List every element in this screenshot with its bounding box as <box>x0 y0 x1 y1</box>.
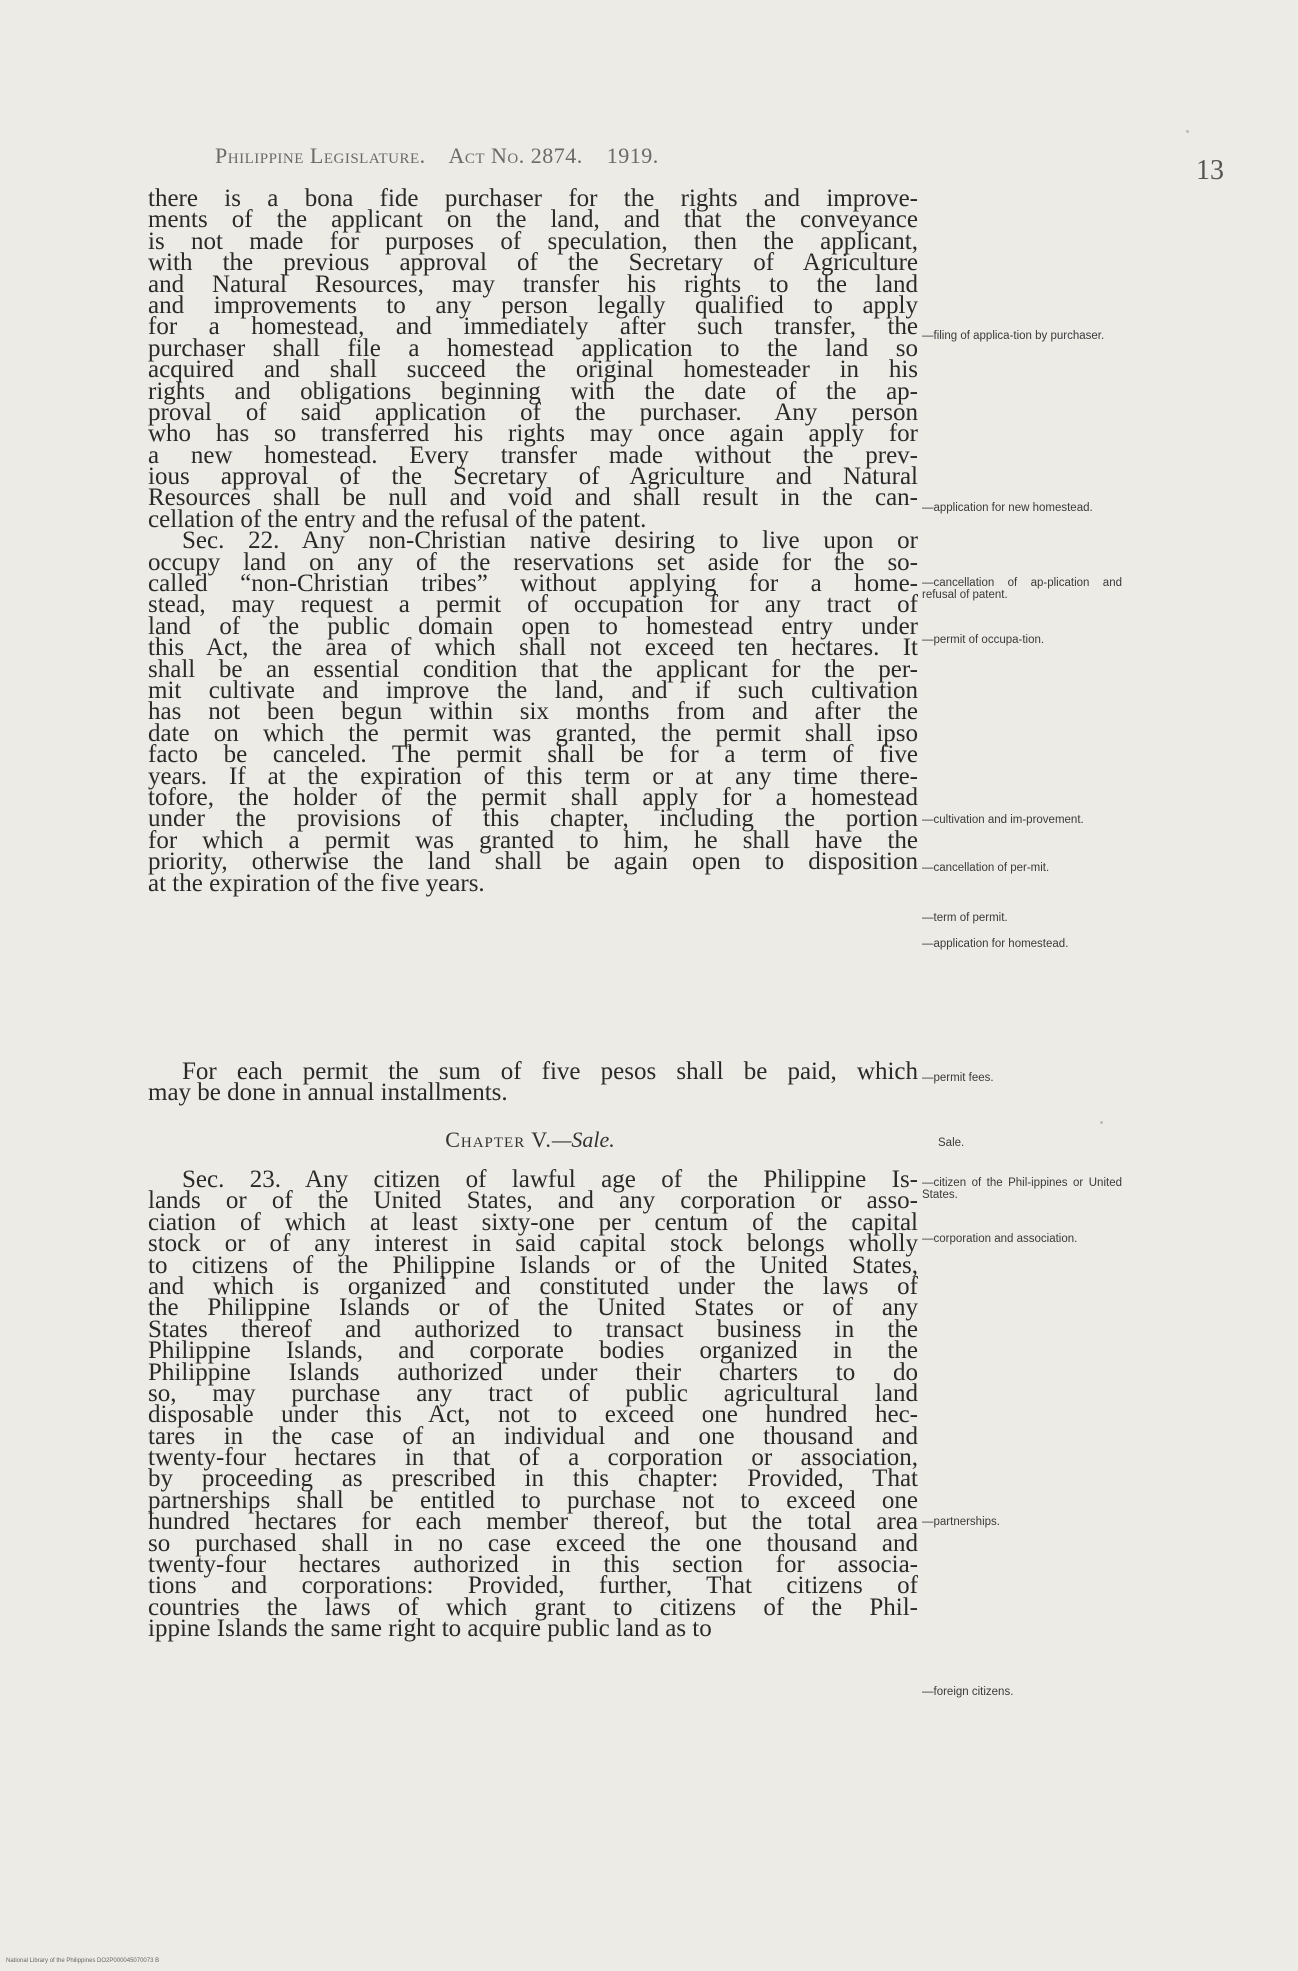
text-line: cellation of the entry and the refusal of the patent. <box>148 505 647 533</box>
text-line: tares in the case of an individual and one thousand and <box>148 1422 918 1450</box>
running-title: Philippine Legislature. <box>215 143 426 168</box>
text-line: to citizens of the Philippine Islands or of the United States, <box>148 1251 918 1279</box>
text-line: purchaser shall file a homestead application to the land so <box>148 334 918 362</box>
text-line: so, may purchase any tract of public agricultural land <box>148 1379 918 1407</box>
act-number: Act No. 2874. <box>448 143 583 168</box>
text-line: hundred hectares for each member thereof, but the total area <box>148 1508 918 1536</box>
text-line: and which is organized and constituted under the laws of <box>148 1272 918 1300</box>
chapter-title: —Sale. <box>551 1127 615 1152</box>
text-line: so purchased shall in no case exceed the one thousand and <box>148 1529 918 1557</box>
text-line: partnerships shall be entitled to purchase not to exceed one <box>148 1486 918 1514</box>
margin-note: —term of permit. <box>922 912 1008 924</box>
text-line: date on which the permit was granted, the permit shall ipso <box>148 719 918 747</box>
digitization-credit: National Library of the Philippines DO2P000045070073 B <box>6 1958 160 1964</box>
text-line: For each permit the sum of five pesos shall be paid, which <box>182 1058 918 1085</box>
text-line: States thereof and authorized to transact business in the <box>148 1315 918 1343</box>
text-line: Sec. 22. Any non-Christian native desiring to live upon or <box>182 527 918 555</box>
text-line: Philippine Islands, and corporate bodies organized in the <box>148 1337 918 1365</box>
text-line: who has so transferred his rights may once again apply for <box>148 420 918 448</box>
margin-note: —application for new homestead. <box>922 502 1093 514</box>
text-line: has not been begun within six months from and after the <box>148 698 918 726</box>
text-line: stead, may request a permit of occupation for any tract of <box>148 591 918 619</box>
text-line: is not made for purposes of speculation, then the applicant, <box>148 227 918 255</box>
text-line: at the expiration of the five years. <box>148 869 485 897</box>
text-line: tofore, the holder of the permit shall apply for a homestead <box>148 783 918 811</box>
text-line: proval of said application of the purchaser. Any person <box>148 398 918 426</box>
text-line: occupy land on any of the reservations set aside for the so- <box>148 548 918 576</box>
text-line: Sec. 23. Any citizen of lawful age of the Philippine Is- <box>182 1166 918 1193</box>
margin-note: —application for homestead. <box>922 938 1069 950</box>
text-line: and improvements to any person legally qualified to apply <box>148 291 918 319</box>
text-line: ippine Islands the same right to acquire public land as to <box>148 1615 712 1643</box>
text-line: land of the public domain open to homestead entry under <box>148 612 918 640</box>
text-line: may be done in annual installments. <box>148 1079 508 1107</box>
section-23-paragraph <box>148 1166 918 1643</box>
running-head <box>215 143 677 169</box>
act-year: 1919. <box>606 143 659 168</box>
text-line: with the previous approval of the Secretary of Agriculture <box>148 249 918 277</box>
margin-note: —corporation and association. <box>922 1233 1078 1245</box>
text-line: countries the laws of which grant to citizens of the Phil- <box>148 1593 918 1621</box>
chapter-heading <box>0 1127 1060 1153</box>
paper-speck <box>1186 130 1189 133</box>
text-line: Philippine Islands authorized under their charters to do <box>148 1358 918 1386</box>
text-line: facto be canceled. The permit shall be for a term of five <box>148 741 918 769</box>
paper-speck <box>1100 1121 1103 1124</box>
text-line: mit cultivate and improve the land, and if such cultivation <box>148 676 918 704</box>
margin-note: —permit fees. <box>922 1072 994 1084</box>
page-number: 13 <box>1196 155 1224 186</box>
permit-fees-paragraph <box>148 1058 918 1107</box>
text-line: for a homestead, and immediately after such transfer, the <box>148 313 918 341</box>
text-line: acquired and shall succeed the original homesteader in his <box>148 356 918 384</box>
text-line: a new homestead. Every transfer made without the prev- <box>148 441 918 469</box>
text-line: and Natural Resources, may transfer his rights to the land <box>148 270 918 298</box>
text-line: rights and obligations beginning with the date of the ap- <box>148 377 918 405</box>
margin-note: —cancellation of ap-plication and refusal of patent. <box>922 577 1122 601</box>
text-line: tions and corporations: Provided, further, That citizens of <box>148 1572 918 1600</box>
margin-note: —filing of applica-tion by purchaser. <box>922 330 1105 342</box>
text-line: under the provisions of this chapter, including the portion <box>148 805 918 833</box>
text-line: for which a permit was granted to him, he shall have the <box>148 826 918 854</box>
text-line: shall be an essential condition that the applicant for the per- <box>148 655 918 683</box>
text-line: there is a bona fide purchaser for the rights and improve- <box>148 185 918 212</box>
margin-note: —cultivation and im-provement. <box>922 814 1084 826</box>
text-line: Resources shall be null and void and shall result in the can- <box>148 484 918 512</box>
margin-note: —foreign citizens. <box>922 1686 1014 1698</box>
margin-note: —cancellation of per-mit. <box>922 862 1050 874</box>
text-line: ciation of which at least sixty-one per centum of the capital <box>148 1208 918 1236</box>
body-text-block <box>148 185 918 897</box>
margin-note: —partnerships. <box>922 1516 1000 1528</box>
text-line: by proceeding as prescribed in this chapter: Provided, That <box>148 1465 918 1493</box>
text-line: called “non-Christian tribes” without applying for a home- <box>148 570 918 598</box>
text-line: twenty-four hectares in that of a corporation or association, <box>148 1444 918 1472</box>
text-line: disposable under this Act, not to exceed one hundred hec- <box>148 1401 918 1429</box>
text-line: ments of the applicant on the land, and that the conveyance <box>148 206 918 234</box>
margin-note: —citizen of the Phil-ippines or United States. <box>922 1177 1122 1201</box>
text-line: ious approval of the Secretary of Agriculture and Natural <box>148 463 918 491</box>
margin-note-sale: Sale. <box>938 1137 965 1149</box>
text-line: stock or of any interest in said capital stock belongs wholly <box>148 1230 918 1258</box>
text-line: priority, otherwise the land shall be again open to disposition <box>148 848 918 876</box>
text-line: twenty-four hectares authorized in this section for associa- <box>148 1551 918 1579</box>
text-line: years. If at the expiration of this term or at any time there- <box>148 762 918 790</box>
margin-note: —permit of occupa-tion. <box>922 634 1045 646</box>
text-line: lands or of the United States, and any corporation or asso- <box>148 1187 918 1215</box>
chapter-number: Chapter V. <box>445 1127 552 1152</box>
text-line: this Act, the area of which shall not exceed ten hectares. It <box>148 634 918 662</box>
text-line: the Philippine Islands or of the United States or of any <box>148 1294 918 1322</box>
